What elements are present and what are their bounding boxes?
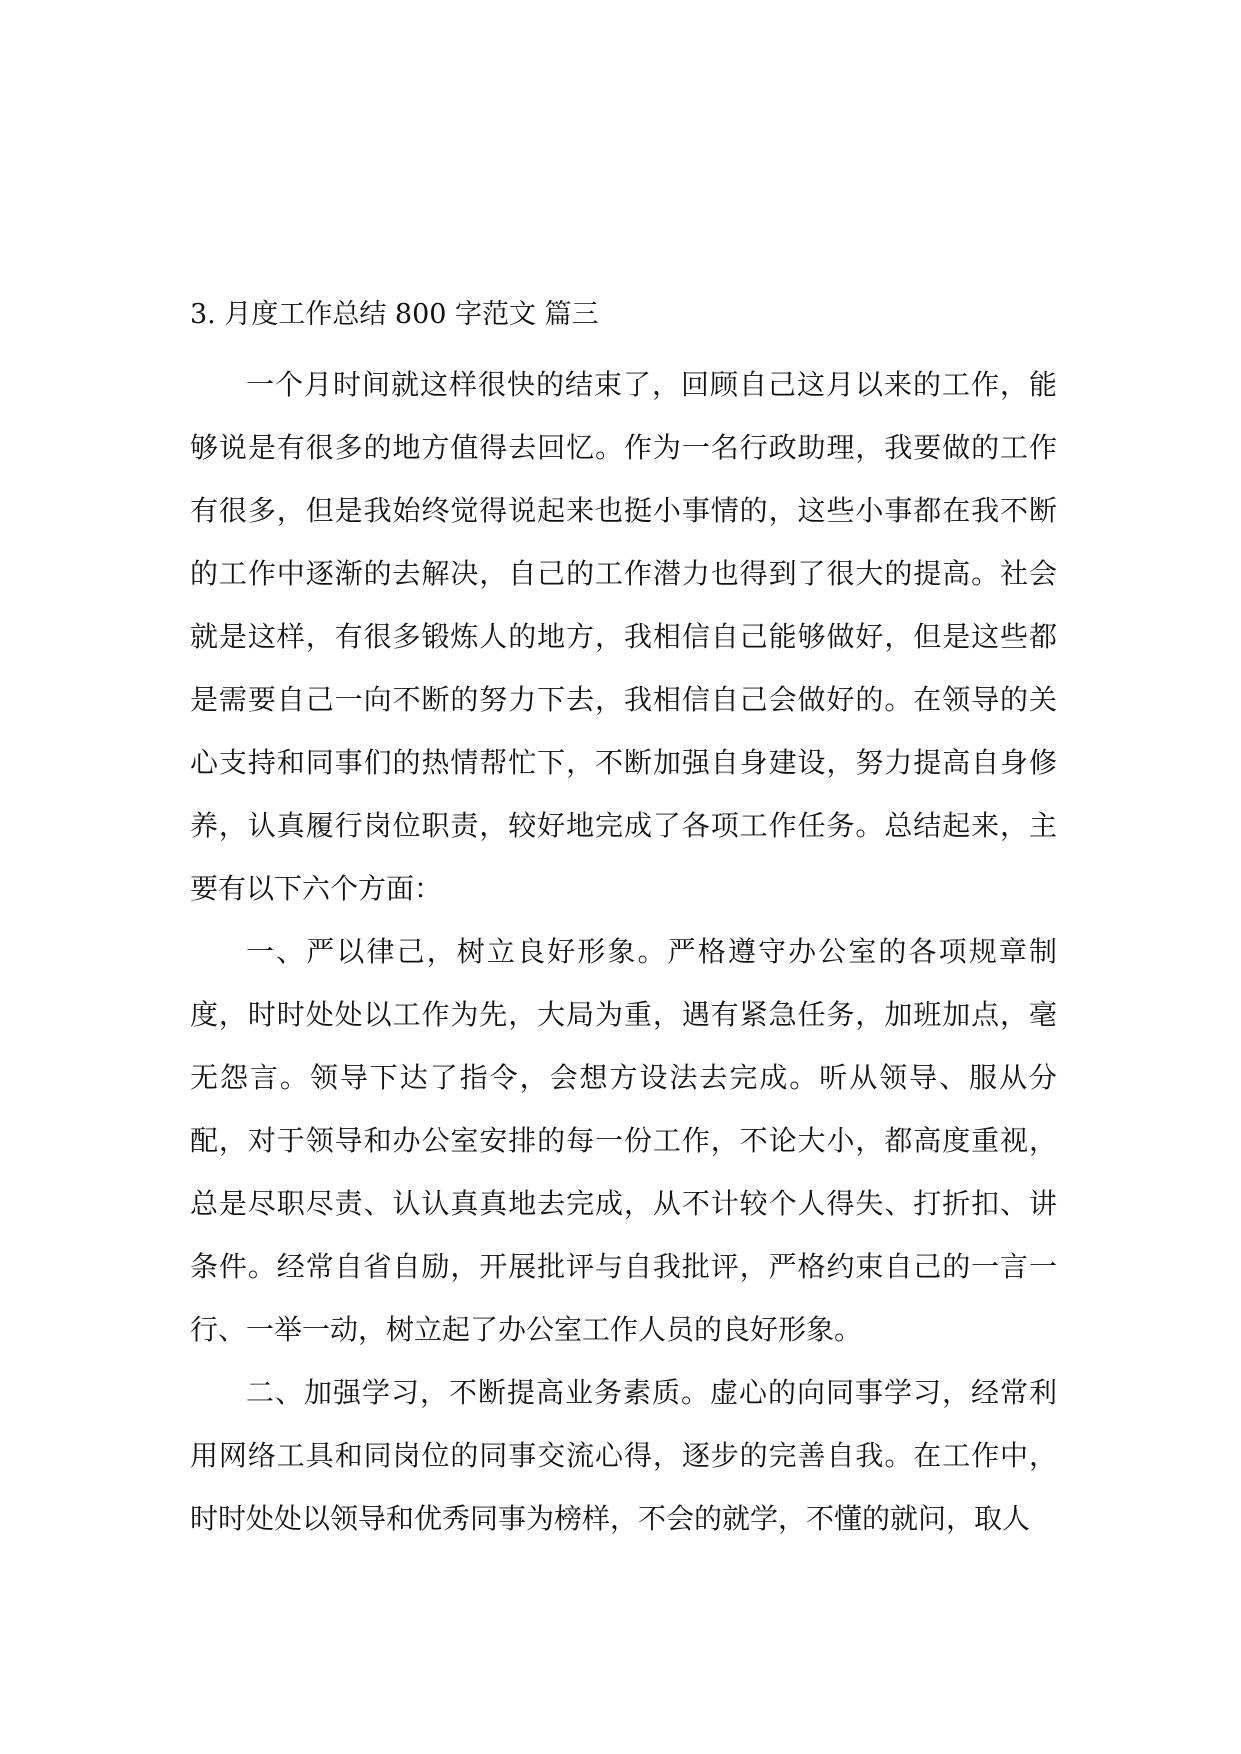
- paragraph-section-two: 二、加强学习，不断提高业务素质。虚心的向同事学习，经常利用网络工具和同岗位的同事交流心得，逐步的完善自我。在工作中，时时处处以领导和优秀同事为榜样，不会的就学，不懂的就问，取人: [190, 1376, 1057, 1535]
- paragraph-section-one: 一、严以律己，树立良好形象。严格遵守办公室的各项规章制度，时时处处以工作为先，大局为重，遇有紧急任务，加班加点，毫无怨言。领导下达了指令，会想方设法去完成。听从领导、服从分配，对于领导和办公室安排的每一份工作，不论大小，都高度重视，总是尽职尽责、认认真真地去完成，从不计较个人得失、打折扣、讲条件。经常自省自励，开展批评与自我批评，严格约束自己的一言一行、一举一动，树立起了办公室工作人员的良好形象。: [190, 935, 1057, 1346]
- document-body: [190, 285, 1057, 1550]
- document-title: 3. 月度工作总结 800 字范文 篇三: [190, 299, 599, 330]
- paragraph-intro: 一个月时间就这样很快的结束了，回顾自己这月以来的工作，能够说是有很多的地方值得去回忆。作为一名行政助理，我要做的工作有很多，但是我始终觉得说起来也挺小事情的，这些小事都在我不断的工作中逐渐的去解决，自己的工作潜力也得到了很大的提高。社会就是这样，有很多锻炼人的地方，我相信自己能够做好，但是这些都是需要自己一向不断的努力下去，我相信自己会做好的。在领导的关心支持和同事们的热情帮忙下，不断加强自身建设，努力提高自身修养，认真履行岗位职责，较好地完成了各项工作任务。总结起来，主要有以下六个方面：: [190, 368, 1057, 905]
